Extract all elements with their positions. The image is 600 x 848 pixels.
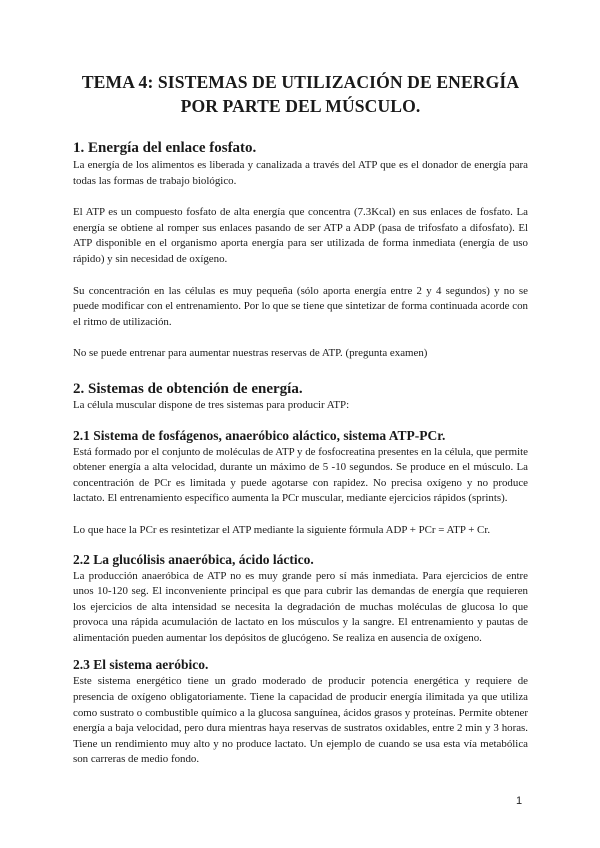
section-1-heading: 1. Energía del enlace fosfato.	[73, 140, 257, 156]
section-2-2-heading: 2.2 La glucólisis anaeróbica, ácido láctico.	[73, 551, 314, 567]
section-2-1-heading: 2.1 Sistema de fosfágenos, anaeróbico aláctico, sistema ATP-PCr.	[73, 427, 446, 443]
title-line-1: TEMA 4: SISTEMAS DE UTILIZACIÓN DE ENERGÍA	[81, 72, 520, 92]
section-2-heading: 2. Sistemas de obtención de energía.	[73, 380, 303, 397]
section-2-3-paragraph-1: Este sistema energético tiene un grado moderado de producir potencia energética y requiere de presencia de oxígeno obligatoriamente. Tiene la capacidad de producir energía ilimitada ya que utiliza como sustrato o combustible químico a la glucosa sanguínea, ácidos grasos y proteínas. Permite obtener energía a baja velocidad, pero dura mientras haya reservas de sustratos oxidables, entre 2 min y 3 horas. Tiene un rendimiento muy alto y no produce lactato. Un ejemplo de cuando se usa esta vía metabólica son carreras de medio fondo.	[73, 675, 528, 766]
section-2-1-paragraph-1: Está formado por el conjunto de moléculas de ATP y de fosfocreatina presentes en la célula, que permite obtener energía a alta velocidad, durante un máximo de 5 -10 segundos. Se produce en el músculo. La concentración de PCr es limitada y puede agotarse con rapidez. No precisa oxígeno y no produce lactato. El entrenamiento específico aumenta la PCr muscular, mediante ejercicios rápidos (sprints).	[73, 445, 528, 505]
page-number: 1	[516, 795, 523, 807]
section-1-paragraph-4: No se puede entrenar para aumentar nuestras reservas de ATP. (pregunta examen)	[73, 347, 428, 360]
document-title	[73, 70, 528, 118]
section-2-2-paragraph-1: La producción anaeróbica de ATP no es muy grande pero sí más inmediata. Para ejercicios de entre unos 10-120 seg. El inconveniente principal es que para cubrir las demandas de energía que requieren los ejercicios de alta intensidad se necesita la degradación de muchas moléculas de glucosa lo que provoca una rápida acumulación de lactato en los músculos y la sangre. El entrenamiento y pautas de alimentación pueden aumentar los depósitos de glucógeno. Se realiza en ausencia de oxígeno.	[73, 569, 528, 644]
document-page	[73, 70, 528, 768]
section-2-paragraph-1: La célula muscular dispone de tres sistemas para producir ATP:	[73, 398, 350, 411]
title-line-2: POR PARTE DEL MÚSCULO.	[180, 96, 421, 116]
section-1-paragraph-1: La energía de los alimentos es liberada y canalizada a través del ATP que es el donador de energía para todas las formas de trabajo biológico.	[73, 159, 528, 187]
section-2-3-heading: 2.3 El sistema aeróbico.	[73, 657, 209, 673]
section-2-1-paragraph-2: Lo que hace la PCr es resintetizar el ATP mediante la siguiente fórmula ADP + PCr = ATP + Cr.	[73, 523, 491, 536]
section-1-paragraph-3: Su concentración en las células es muy pequeña (sólo aporta energía entre 2 y 4 segundos) y no se puede modificar con el entrenamiento. Por lo que se tiene que sintetizar de forma continuada acorde con el ritmo de utilización.	[73, 284, 528, 328]
section-1-paragraph-2: El ATP es un compuesto fosfato de alta energía que concentra (7.3Kcal) en sus enlaces de fosfato. La energía se obtiene al romper sus enlaces pasando de ser ATP a ADP (pasa de trifosfato a difosfato). El ATP disponible en el organismo aporta energía para ser utilizada de forma inmediata (energía de uso rápido) y sin necesidad de oxígeno.	[73, 206, 528, 265]
